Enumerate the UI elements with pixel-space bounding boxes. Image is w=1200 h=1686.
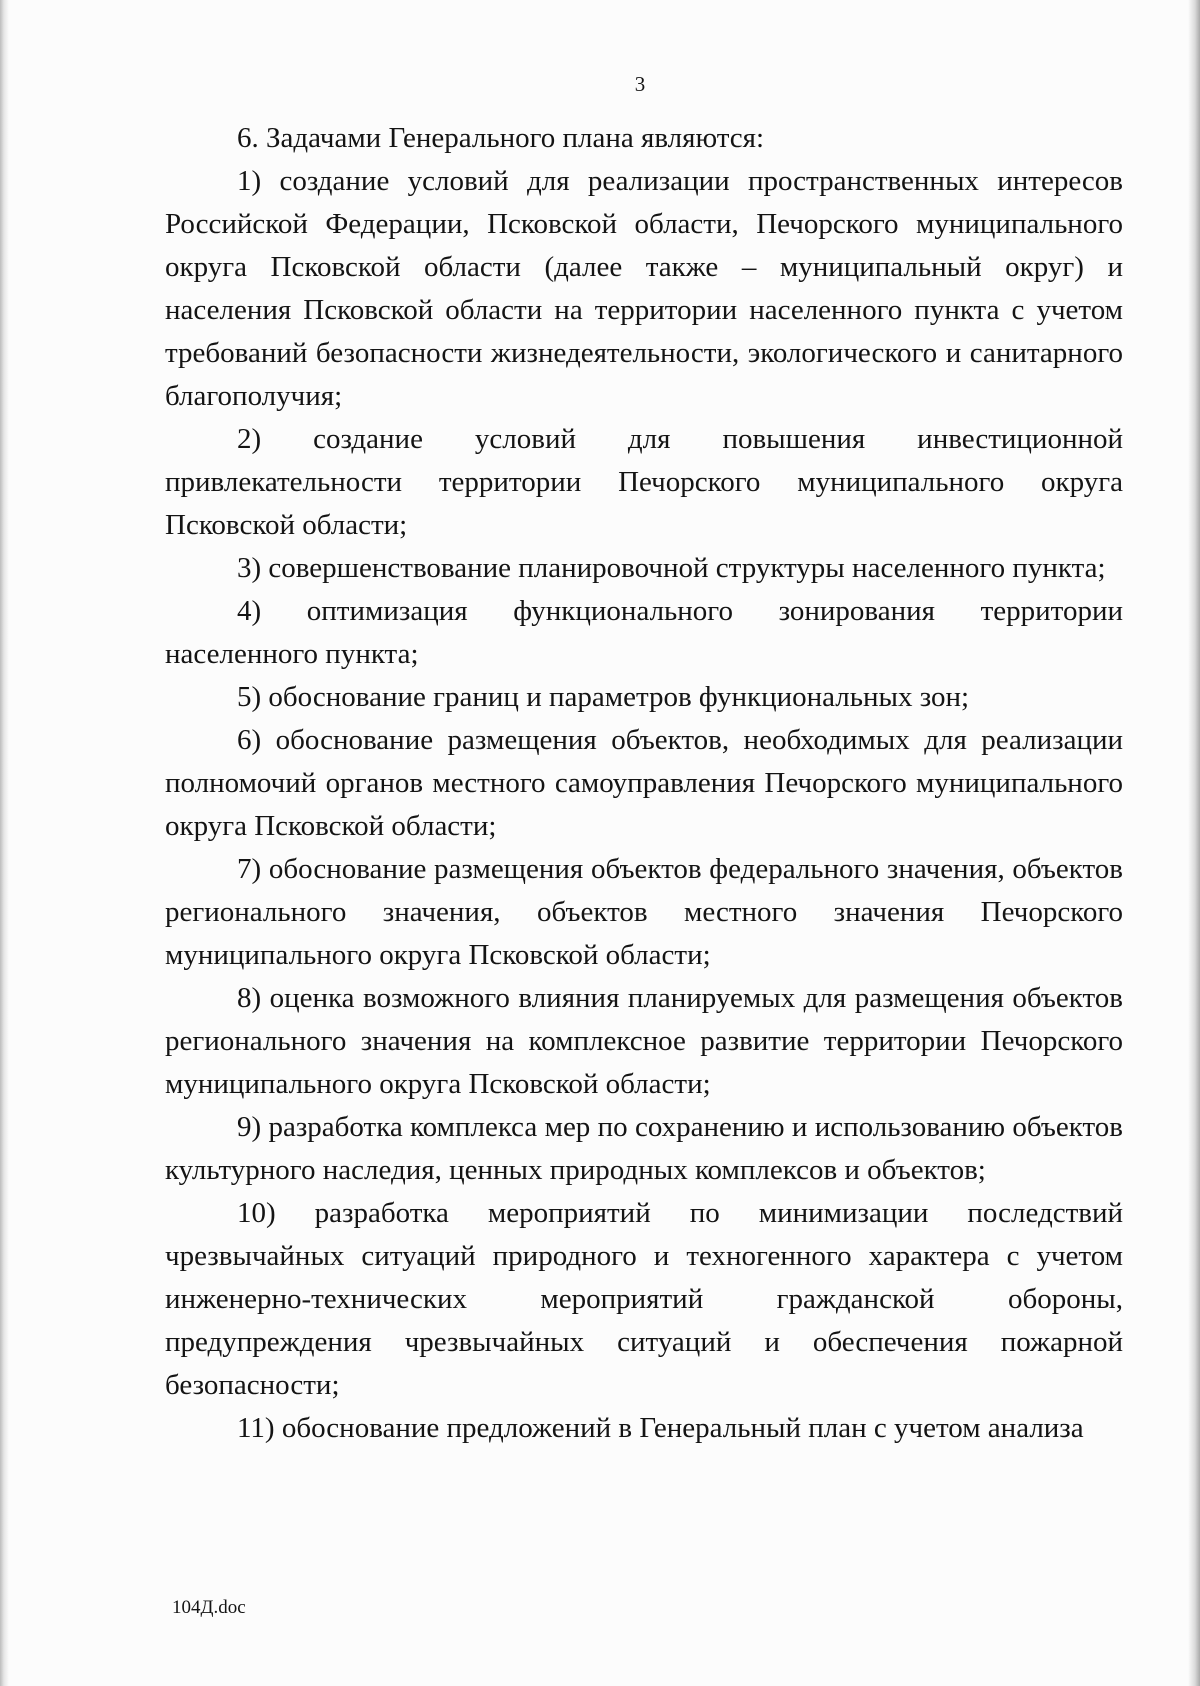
list-item-8: 8) оценка возможного влияния планируемых для размещения объектов регионального значения на комплексное развитие территории Печорского муниципального округа Псковской области; [165, 982, 1123, 1100]
list-item-4: 4) оптимизация функционального зонирования территории населенного пункта; [165, 595, 1123, 670]
footer-filename: 104Д.doc [172, 1597, 246, 1618]
list-item-5: 5) обоснование границ и параметров функциональных зон; [237, 681, 970, 713]
scan-edge-right [1188, 0, 1200, 1686]
document-body [165, 117, 1123, 1450]
page-number: 3 [634, 72, 646, 96]
list-item-3: 3) совершенствование планировочной структуры населенного пункта; [237, 552, 1106, 584]
list-item-2: 2) создание условий для повышения инвестиционной привлекательности территории Печорского муниципального округа Псковской области; [165, 423, 1123, 541]
section-heading: 6. Задачами Генерального плана являются: [237, 122, 765, 154]
list-item-7: 7) обоснование размещения объектов федерального значения, объектов регионального значения, объектов местного значения Печорского муниципального округа Псковской области; [165, 853, 1123, 971]
list-item-11: 11) обоснование предложений в Генеральный план с учетом анализа [237, 1412, 1084, 1444]
scan-edge-left [0, 0, 9, 1686]
list-item-6: 6) обоснование размещения объектов, необходимых для реализации полномочий органов местного самоуправления Печорского муниципального округа Псковской области; [165, 724, 1123, 842]
list-item-1: 1) создание условий для реализации пространственных интересов Российской Федерации, Псковской области, Печорского муниципального округа Псковской области (далее также – муниципальный округ) и населения Псковской области на территории населенного пункта с учетом требований безопасности жизнедеятельности, экологического и санитарного благополучия; [165, 165, 1123, 412]
list-item-9: 9) разработка комплекса мер по сохранению и использованию объектов культурного наследия, ценных природных комплексов и объектов; [165, 1111, 1123, 1186]
list-item-10: 10) разработка мероприятий по минимизации последствий чрезвычайных ситуаций природного и техногенного характера с учетом инженерно-технических мероприятий гражданской обороны, предупреждения чрезвычайных ситуаций и обеспечения пожарной безопасности; [165, 1197, 1123, 1401]
